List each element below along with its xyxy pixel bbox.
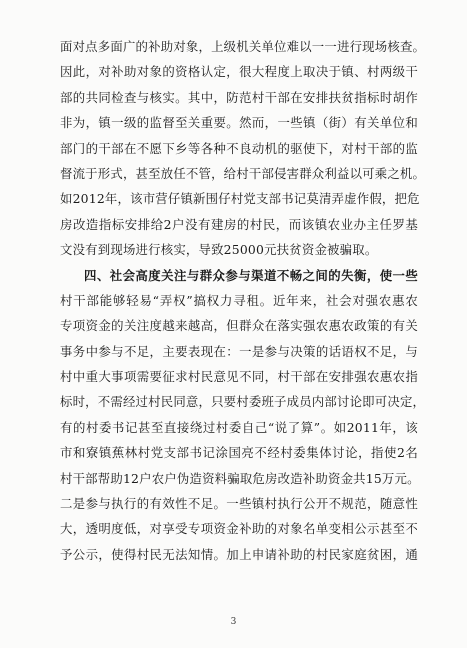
text-line: 房改造指标安排给2户没有建房的村民，而该镇农业办主任罗基 <box>60 216 418 232</box>
text-line: 予公示，使得村民无法知情。加上申请补助的村民家庭贫困，通 <box>60 546 418 562</box>
text-line: 村干部能够轻易“弄权”搞权力寻租。近年来，社会对强农惠农 <box>60 292 418 308</box>
text-line: 如2012年，该市营仔镇新围仔村党支部书记莫清弄虚作假，把危 <box>60 191 420 207</box>
text-line: 市和寮镇蕉林村党支部书记涂国亮不经村委集体讨论，指使2名 <box>60 445 418 461</box>
text-line: 文没有到现场进行核实，导致25000元扶贫资金被骗取。 <box>60 242 378 258</box>
text-line: 村干部帮助12户农户伪造资料骗取危房改造补助资金共15万元。 <box>60 470 420 486</box>
text-line: 督流于形式，甚至放任不管，给村干部侵害群众利益以可乘之机。 <box>60 165 426 181</box>
text-line: 部的共同检查与核实。其中，防范村干部在安排扶贫指标时胡作 <box>60 89 418 105</box>
page-number: 3 <box>230 617 237 627</box>
text-line: 部门的干部在不愿下乡等各种不良动机的驱使下，对村干部的监 <box>60 140 418 156</box>
text-line: 面对点多面广的补助对象，上级机关单位难以一一进行现场核查。 <box>60 39 426 54</box>
text-line: 事务中参与不足，主要表现在：一是参与决策的话语权不足，与 <box>60 343 418 359</box>
section-heading-line: 四、社会高度关注与群众参与渠道不畅之间的失衡，使一些 <box>84 267 418 283</box>
text-line: 二是参与执行的有效性不足。一些镇村执行公开不规范，随意性 <box>60 496 418 512</box>
text-line: 专项资金的关注度越来越高，但群众在落实强农惠农政策的有关 <box>60 318 418 334</box>
text-line: 非为，镇一级的监督至关重要。然而，一些镇（街）有关单位和 <box>60 115 418 131</box>
text-line: 因此，对补助对象的资格认定，很大程度上取决于镇、村两级干 <box>60 64 418 80</box>
text-line: 村中重大事项需要征求村民意见不同，村干部在安排强农惠农指 <box>60 369 418 385</box>
text-line: 有的村委书记甚至直接绕过村委自己“说了算”。如2011年，该 <box>60 419 418 435</box>
text-line: 标时，不需经过村民同意，只要村委班子成员内部讨论即可决定， <box>60 394 426 410</box>
text-line: 大，透明度低，对享受专项资金补助的对象名单变相公示甚至不 <box>60 521 418 537</box>
body-text <box>60 34 426 567</box>
